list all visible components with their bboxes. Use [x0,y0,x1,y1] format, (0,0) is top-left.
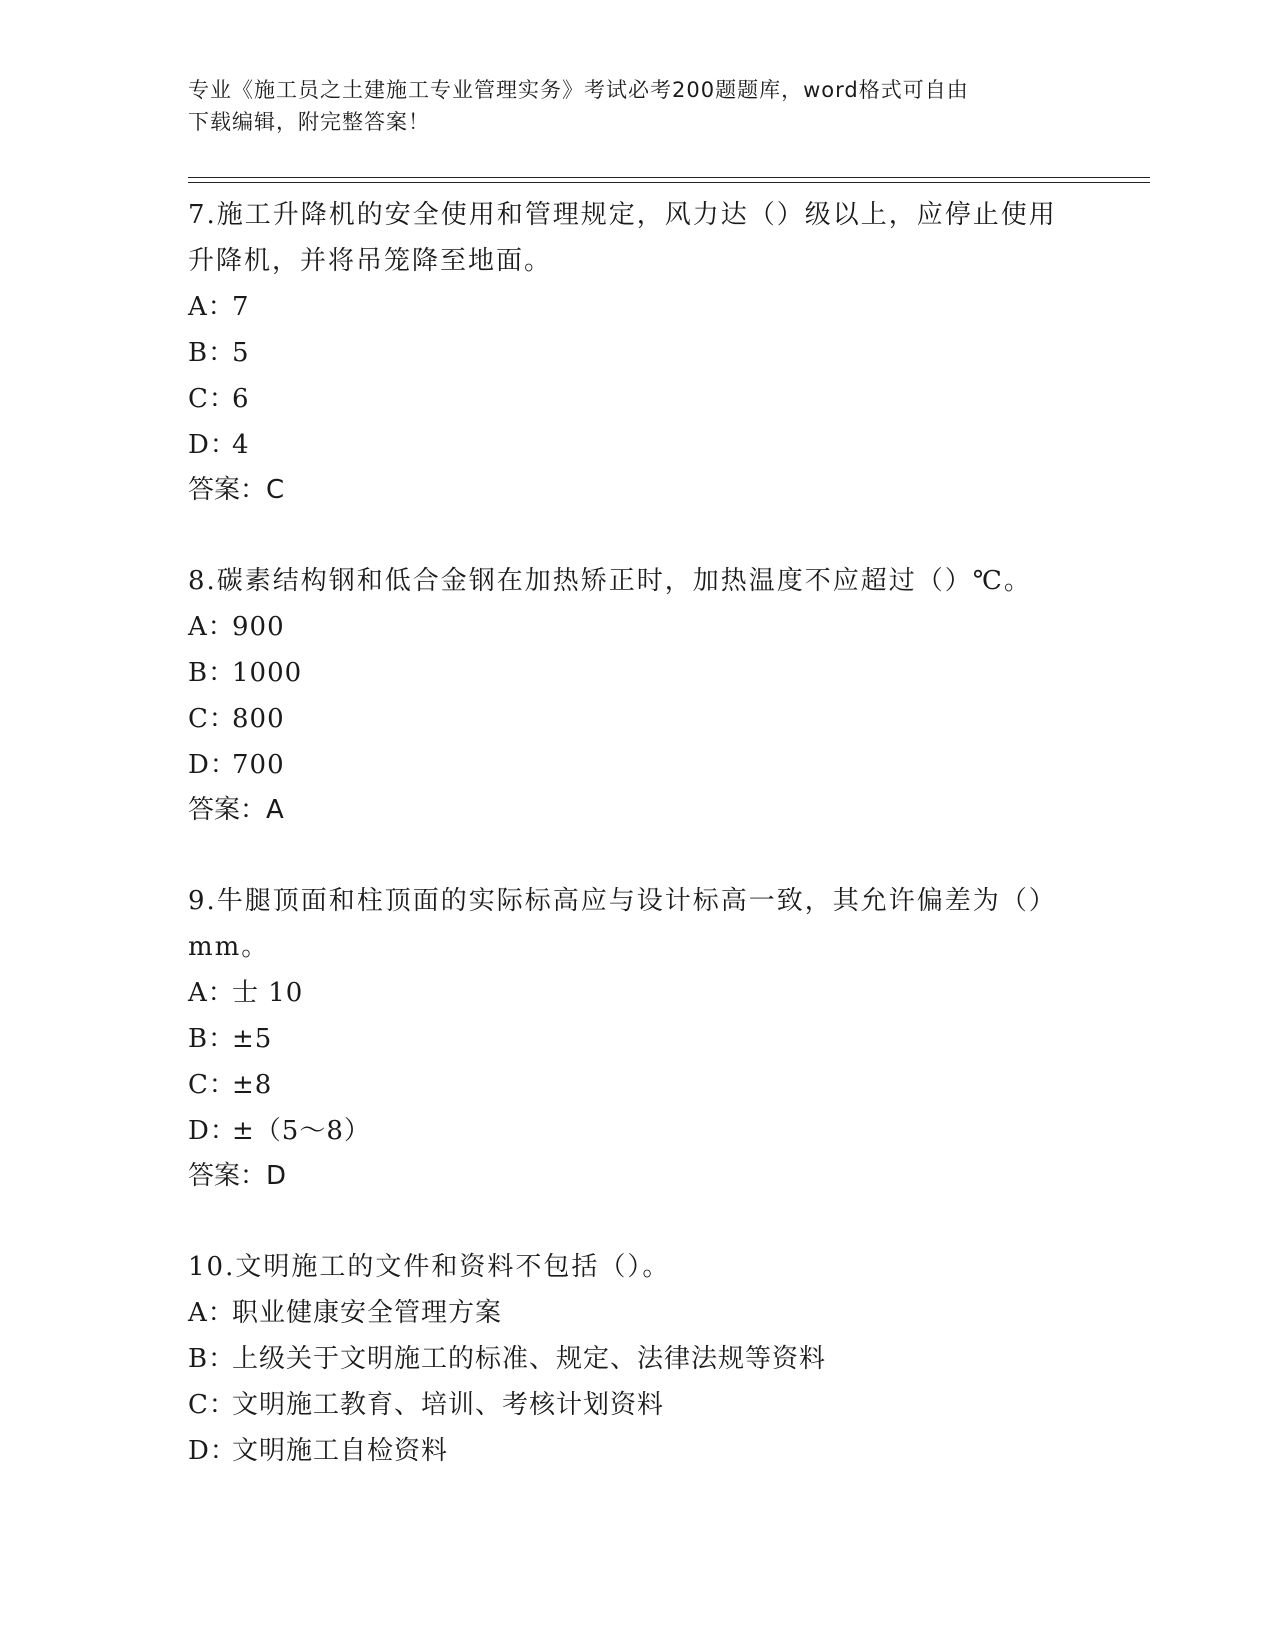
option-a [188,970,1068,1016]
option-c [188,1382,1068,1428]
option-letter: A： [188,978,235,1008]
question-stem: 8.碳素结构钢和低合金钢在加热矫正时，加热温度不应超过（）℃。 [188,566,1032,596]
question-stem: 9.牛腿顶面和柱顶面的实际标高应与设计标高一致，其允许偏差为（）mm。 [188,886,1057,962]
option-d [188,1108,1068,1154]
document-header [188,74,1068,138]
answer-line: 答案：C [188,475,285,505]
option-d [188,742,1068,788]
header-rule-top [188,177,1150,178]
option-letter: D： [188,430,237,460]
option-text: 800 [232,704,285,734]
question-stem: 7.施工升降机的安全使用和管理规定，风力达（）级以上，应停止使用升降机，并将吊笼降至地面。 [188,200,1057,276]
header-line-2: 下载编辑，附完整答案！ [188,110,430,134]
option-text: 文明施工教育、培训、考核计划资料 [232,1390,665,1420]
option-c [188,696,1068,742]
answer-line: 答案：D [188,1161,287,1191]
option-b [188,650,1068,696]
option-text: ±5 [232,1024,273,1054]
option-letter: C： [188,1390,236,1420]
option-b [188,1336,1068,1382]
option-letter: D： [188,1436,237,1466]
option-text: 文明施工自检资料 [232,1436,449,1466]
option-text: 700 [232,750,285,780]
option-letter: B： [188,658,236,688]
question-9 [188,878,1068,1198]
option-d [188,422,1068,468]
header-rule-bottom [188,182,1150,183]
question-10 [188,1244,1068,1474]
answer-line: 答案：A [188,795,284,825]
question-7 [188,192,1068,512]
option-text: 7 [232,292,250,322]
question-8 [188,558,1068,832]
option-letter: D： [188,1116,237,1146]
question-list [188,192,1068,1474]
option-a [188,604,1068,650]
option-text: 职业健康安全管理方案 [232,1298,503,1328]
option-letter: C： [188,384,236,414]
option-text: 6 [232,384,250,414]
option-letter: B： [188,1024,236,1054]
question-stem: 10.文明施工的文件和资料不包括（）。 [188,1252,671,1282]
option-letter: B： [188,338,236,368]
option-letter: B： [188,1344,236,1374]
option-c [188,1062,1068,1108]
option-d [188,1428,1068,1474]
option-letter: C： [188,704,236,734]
header-line-1: 专业《施工员之土建施工专业管理实务》考试必考200题题库，word格式可自由 [188,78,969,102]
option-text: 士 10 [232,978,304,1008]
option-text: ±8 [232,1070,273,1100]
option-letter: C： [188,1070,236,1100]
option-a [188,1290,1068,1336]
option-letter: D： [188,750,237,780]
option-text: 4 [232,430,250,460]
option-letter: A： [188,292,235,322]
option-b [188,1016,1068,1062]
option-c [188,376,1068,422]
option-text: ±（5～8） [232,1116,371,1146]
option-text: 上级关于文明施工的标准、规定、法律法规等资料 [232,1344,827,1374]
option-text: 1000 [232,658,303,688]
option-b [188,330,1068,376]
option-text: 900 [232,612,285,642]
option-a [188,284,1068,330]
option-letter: A： [188,612,235,642]
option-text: 5 [232,338,250,368]
option-letter: A： [188,1298,235,1328]
